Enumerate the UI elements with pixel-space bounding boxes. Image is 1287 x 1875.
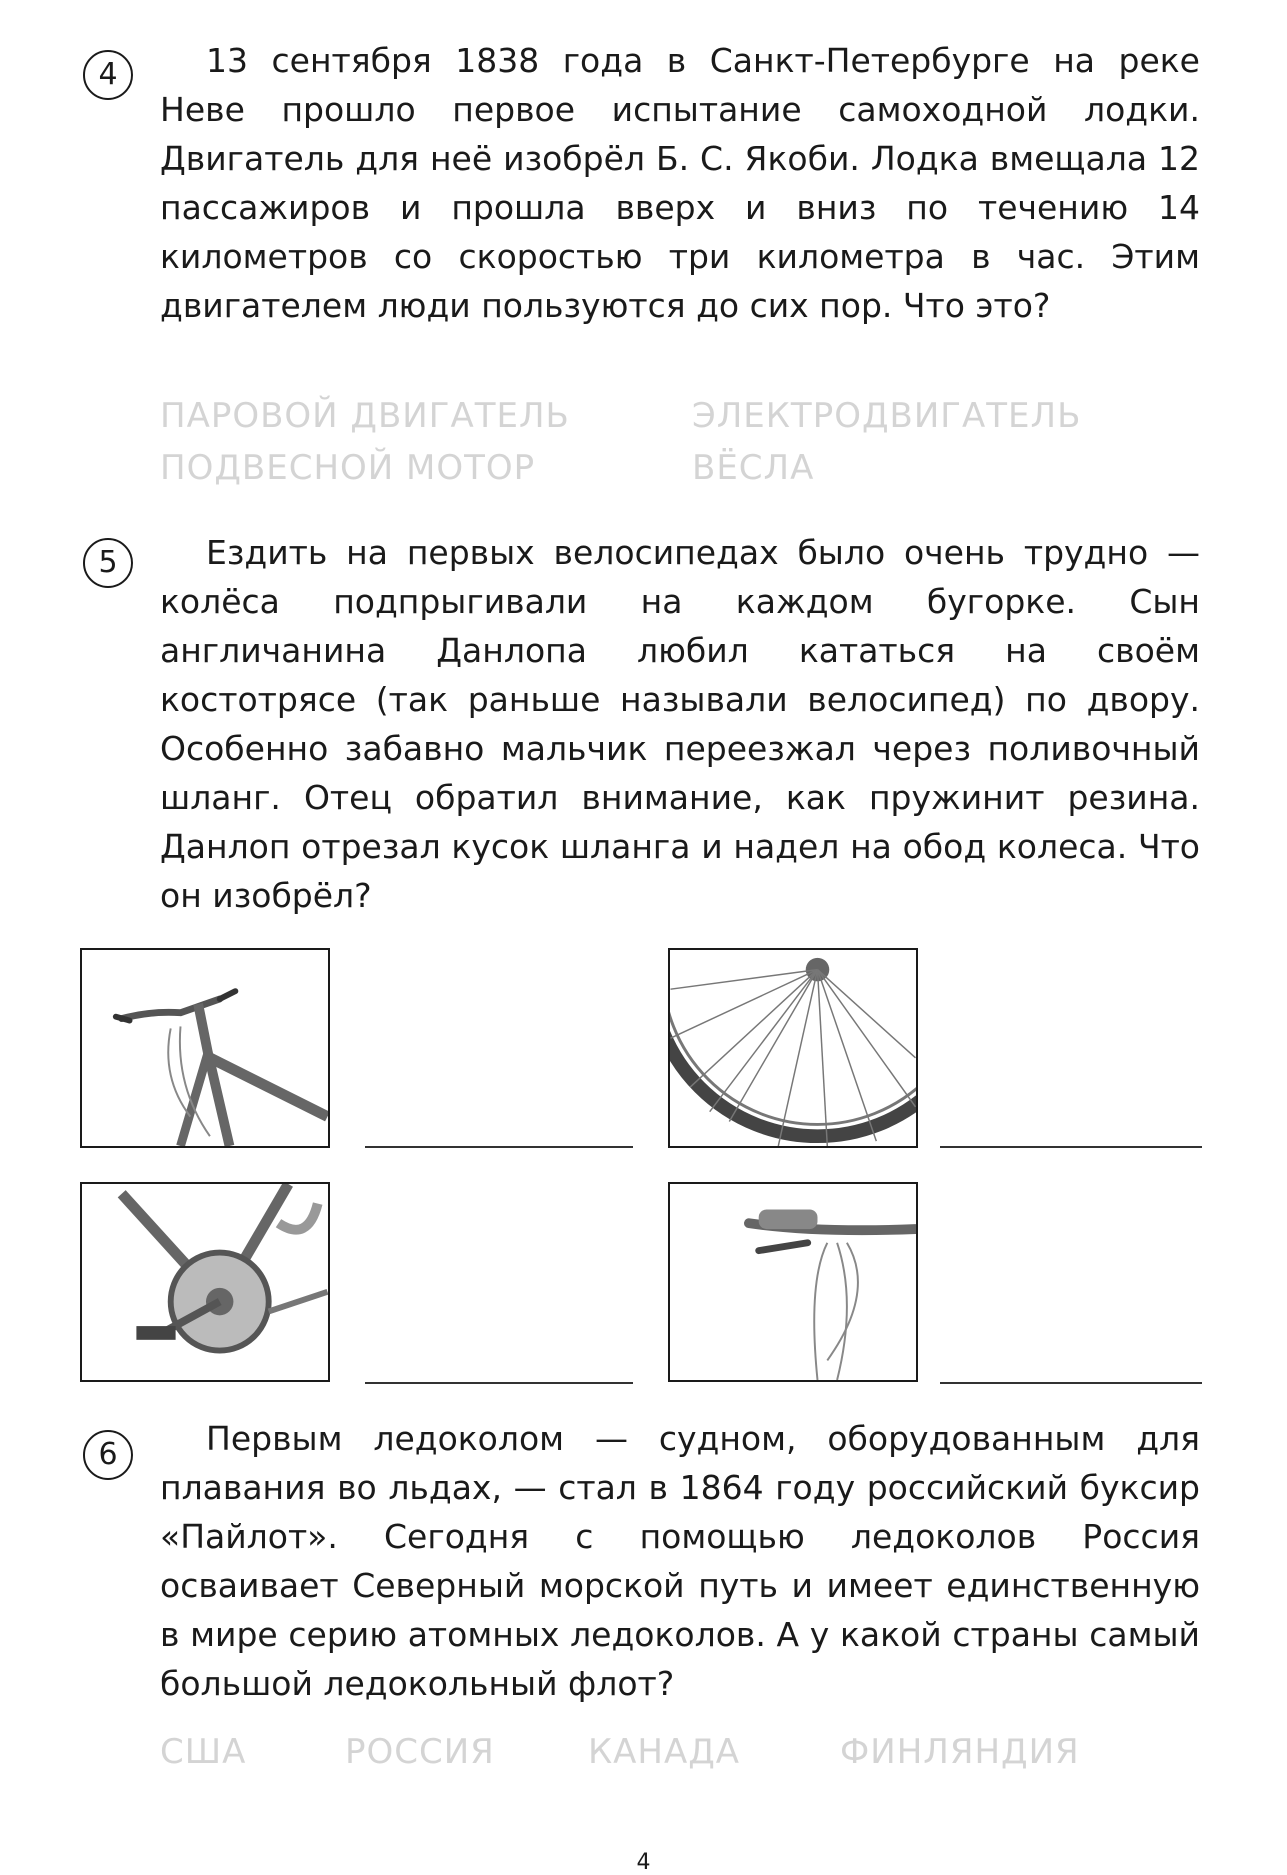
answer-line[interactable] [365, 1146, 633, 1148]
answer-option[interactable]: ВЁСЛА [692, 448, 815, 488]
bicycle-pedal-image [80, 1182, 330, 1382]
question-text: Первым ледоколом — судном, оборудованным для плавания во льдах, — стал в 1864 году российский буксир «Пайлот». Сегодня с помощью ледоколов Россия осваивает Северный морской путь и имеет единственную в мире серию атомных ледоколов. А у какой страны самый большой ледокольный флот? [160, 1419, 1200, 1703]
answer-option[interactable]: ФИНЛЯНДИЯ [840, 1732, 1080, 1772]
answer-option[interactable]: ПАРОВОЙ ДВИГАТЕЛЬ [160, 396, 570, 436]
answer-option[interactable]: ПОДВЕСНОЙ МОТОР [160, 448, 536, 488]
question-text: Ездить на первых велосипедах было очень трудно — колёса подпрыгивали на каждом бугорке. Сын англичанина Данлопа любил кататься на своём костотрясе (так раньше называли велосипед) по двору. Особенно забавно мальчик переезжал через поливочный шланг. Отец обратил внимание, как пружинит резина. Данлоп отрезал кусок шланга и надел на обод колеса. Что он изобрёл? [160, 533, 1200, 915]
page-number: 4 [636, 1850, 651, 1875]
question-number-badge: 4 [83, 50, 133, 100]
bicycle-wheel-image [668, 948, 918, 1148]
bicycle-frame-image [80, 948, 330, 1148]
question-number-badge: 5 [83, 538, 133, 588]
answer-line[interactable] [940, 1382, 1202, 1384]
bicycle-handlebar-image [668, 1182, 918, 1382]
answer-option[interactable]: США [160, 1732, 247, 1772]
answer-line[interactable] [940, 1146, 1202, 1148]
answer-option[interactable]: РОССИЯ [345, 1732, 495, 1772]
question-number-badge: 6 [83, 1430, 133, 1480]
answer-line[interactable] [365, 1382, 633, 1384]
answer-option[interactable]: КАНАДА [588, 1732, 741, 1772]
question-text: 13 сентября 1838 года в Санкт-Петербурге на реке Неве прошло первое испытание самоходной лодки. Двигатель для неё изобрёл Б. С. Якоби. Лодка вмещала 12 пассажиров и прошла вверх и вниз по течению 14 километров со скоростью три километра в час. Этим двигателем люди пользуются до сих пор. Что это? [160, 41, 1200, 325]
answer-option[interactable]: ЭЛЕКТРОДВИГАТЕЛЬ [692, 396, 1082, 436]
